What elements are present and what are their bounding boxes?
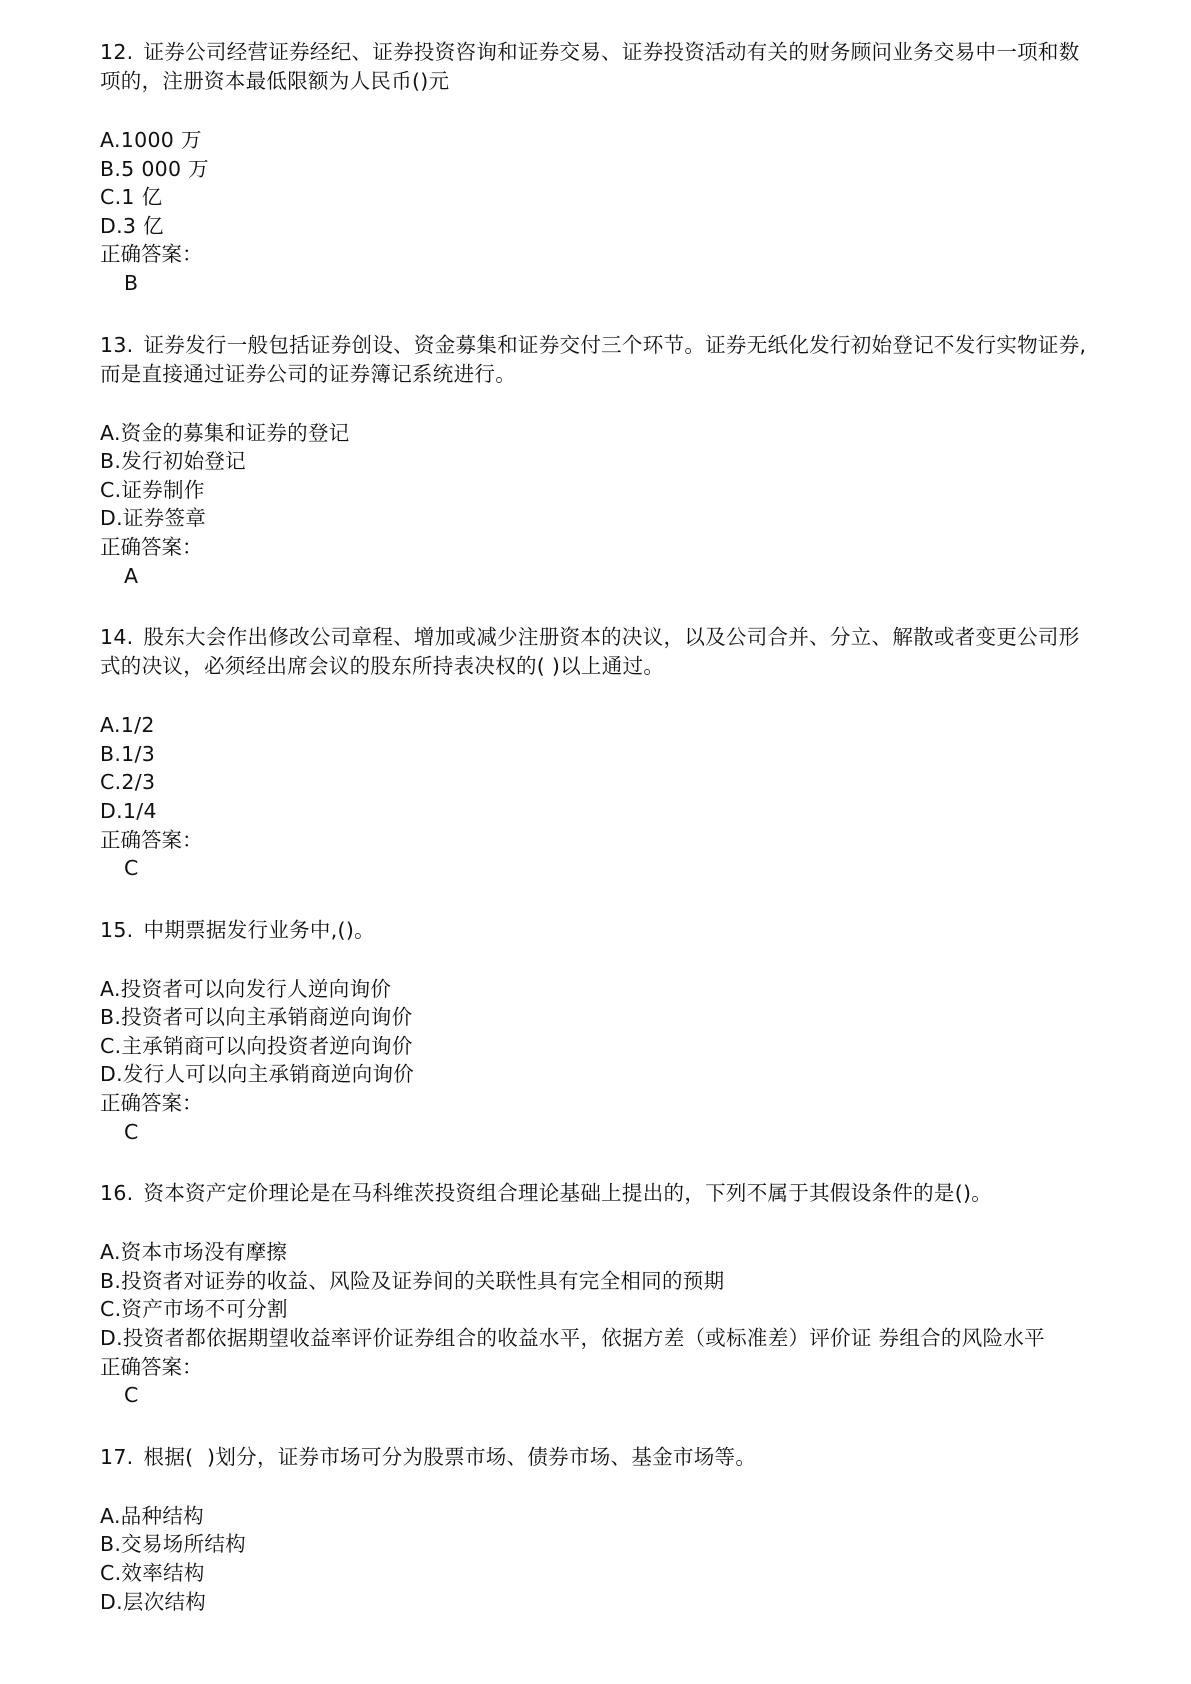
option-d: D.发行人可以向主承销商逆向询价 xyxy=(100,1062,415,1087)
answer-value: C xyxy=(124,1119,139,1144)
question-17 xyxy=(100,1443,1100,1616)
question-15 xyxy=(100,916,1100,1147)
question-number: 12. xyxy=(100,40,134,64)
document-page xyxy=(100,38,1100,1649)
question-stem xyxy=(100,916,1100,945)
option-d: D.投资者都依据期望收益率评价证券组合的收益水平，依据方差（或标准差）评价证 券组合的风险水平 xyxy=(100,1326,1045,1351)
option-b: B.5 000 万 xyxy=(100,156,209,181)
option-b: B.1/3 xyxy=(100,741,156,766)
answer-label: 正确答案： xyxy=(100,534,203,559)
option-c: C.1 亿 xyxy=(100,185,163,210)
question-stem xyxy=(100,1179,1100,1208)
question-14 xyxy=(100,623,1100,883)
option-c: C.证券制作 xyxy=(100,477,205,502)
option-c: C.效率结构 xyxy=(100,1561,205,1585)
option-a: A.资金的募集和证券的登记 xyxy=(100,420,350,445)
answer-value: C xyxy=(124,856,139,881)
option-a: A.资本市场没有摩擦 xyxy=(100,1240,288,1265)
option-a: A.1/2 xyxy=(100,713,155,738)
option-b: B.投资者可以向主承销商逆向询价 xyxy=(100,1005,413,1030)
answer-value: A xyxy=(124,563,139,588)
option-d: D.1/4 xyxy=(100,798,157,823)
question-text: 证券公司经营证券经纪、证券投资咨询和证券交易、证券投资活动有关的财务顾问业务交易中一项和数项的，注册资本最低限额为人民币()元 xyxy=(100,40,1080,93)
option-a: A.1000 万 xyxy=(100,128,202,152)
answer-label: 正确答案： xyxy=(100,827,203,852)
option-c: C.2/3 xyxy=(100,770,156,795)
question-text: 股东大会作出修改公司章程、增加或减少注册资本的决议，以及公司合并、分立、解散或者变更公司形式的决议，必须经出席会议的股东所持表决权的( )以上通过。 xyxy=(100,625,1080,679)
question-16 xyxy=(100,1179,1100,1410)
answer-label: 正确答案： xyxy=(100,242,203,267)
question-text: 根据( )划分，证券市场可分为股票市场、债券市场、基金市场等。 xyxy=(143,1444,757,1469)
question-number: 16. xyxy=(100,1181,134,1206)
question-number: 15. xyxy=(100,917,134,942)
option-a: A.投资者可以向发行人逆向询价 xyxy=(100,976,392,1001)
option-d: D.3 亿 xyxy=(100,213,164,238)
question-text: 资本资产定价理论是在马科维茨投资组合理论基础上提出的，下列不属于其假设条件的是()。 xyxy=(143,1181,993,1206)
option-a: A.品种结构 xyxy=(100,1503,204,1528)
question-stem xyxy=(100,38,1100,96)
answer-value: C xyxy=(124,1383,139,1408)
question-text: 中期票据发行业务中,()。 xyxy=(143,917,375,942)
option-b: B.投资者对证券的收益、风险及证券间的关联性具有完全相同的预期 xyxy=(100,1268,725,1293)
option-d: D.层次结构 xyxy=(100,1589,207,1614)
option-c: C.主承销商可以向投资者逆向询价 xyxy=(100,1033,413,1058)
option-b: B.交易场所结构 xyxy=(100,1532,246,1557)
question-number: 17. xyxy=(100,1444,134,1469)
question-number: 13. xyxy=(100,332,134,357)
question-13 xyxy=(100,331,1100,591)
answer-value: B xyxy=(124,270,139,295)
answer-label: 正确答案： xyxy=(100,1354,203,1379)
answer-label: 正确答案： xyxy=(100,1091,203,1116)
question-stem xyxy=(100,623,1100,681)
question-12 xyxy=(100,38,1100,298)
question-stem xyxy=(100,331,1100,389)
question-stem xyxy=(100,1443,1100,1472)
question-text: 证券发行一般包括证券创设、资金募集和证券交付三个环节。证券无纸化发行初始登记不发行实物证券,而是直接通过证券公司的证券簿记系统进行。 xyxy=(100,332,1087,386)
option-d: D.证券签章 xyxy=(100,506,207,531)
option-b: B.发行初始登记 xyxy=(100,449,246,474)
question-number: 14. xyxy=(100,625,134,650)
option-c: C.资产市场不可分割 xyxy=(100,1297,288,1322)
